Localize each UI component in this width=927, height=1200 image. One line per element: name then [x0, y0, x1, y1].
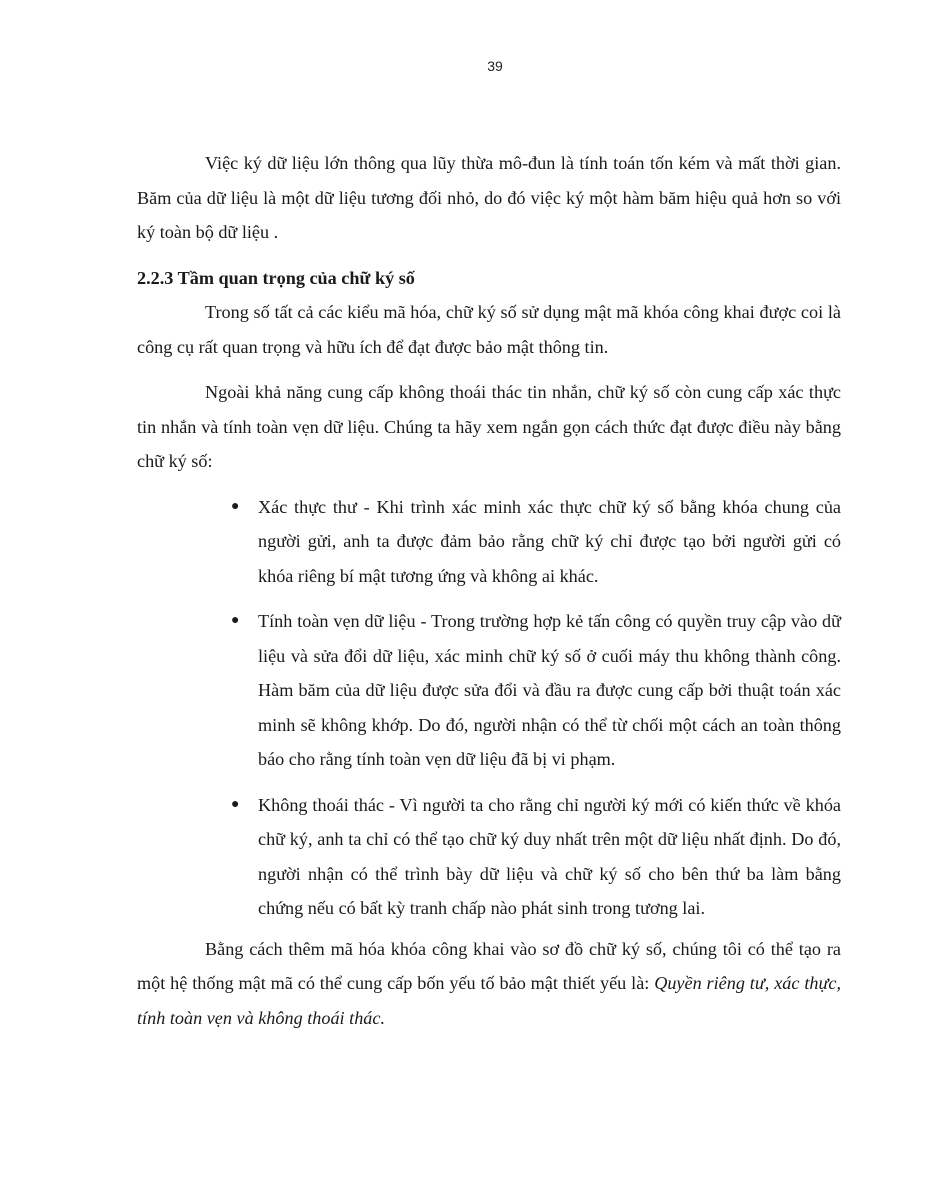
- paragraph-importance: Trong số tất cả các kiểu mã hóa, chữ ký số sử dụng mật mã khóa công khai được coi là công cụ rất quan trọng và hữu ích để đạt được bảo mật thông tin.: [137, 302, 841, 357]
- document-body: [137, 146, 841, 1035]
- list-item: [231, 788, 841, 926]
- list-item-text: Xác thực thư - Khi trình xác minh xác thực chữ ký số bằng khóa chung của người gửi, anh ta được đảm bảo rằng chữ ký chỉ được tạo bởi người gửi có khóa riêng bí mật tương ứng và không ai khác.: [258, 496, 841, 586]
- bullet-icon: ●: [231, 613, 240, 628]
- bullet-icon: ●: [231, 498, 240, 514]
- paragraph-conclusion: [137, 932, 841, 1036]
- section-heading: 2.2.3 Tầm quan trọng của chữ ký số: [137, 267, 415, 288]
- conclusion-italic-text: Quyền riêng tư, xác thực, tính toàn vẹn và không thoái thác.: [137, 973, 841, 1028]
- list-item: [231, 490, 841, 594]
- list-item: [231, 604, 841, 777]
- bullet-icon: ●: [231, 796, 240, 812]
- list-item-text: Tính toàn vẹn dữ liệu - Trong trường hợp kẻ tấn công có quyền truy cập vào dữ liệu và sửa đổi dữ liệu, xác minh chữ ký số ở cuối máy thu không thành công. Hàm băm của dữ liệu được sửa đổi và đầu ra được cung cấp bởi thuật toán xác minh sẽ không khớp. Do đó, người nhận có thể từ chối một cách an toàn thông báo cho rằng tính toàn vẹn dữ liệu đã bị vi phạm.: [258, 611, 841, 769]
- paragraph-capabilities: Ngoài khả năng cung cấp không thoái thác tin nhắn, chữ ký số còn cung cấp xác thực tin nhắn và tính toàn vẹn dữ liệu. Chúng ta hãy xem ngắn gọn cách thức đạt được điều này bằng chữ ký số:: [137, 382, 841, 471]
- page-number: 39: [487, 58, 503, 74]
- bullet-list: [137, 490, 841, 926]
- list-item-text: Không thoái thác - Vì người ta cho rằng chỉ người ký mới có kiến thức về khóa chữ ký, anh ta chỉ có thể tạo chữ ký duy nhất trên một dữ liệu nhất định. Do đó, người nhận có thể trình bày dữ liệu và chữ ký số cho bên thứ ba làm bằng chứng nếu có bất kỳ tranh chấp nào phát sinh trong tương lai.: [258, 794, 841, 918]
- conclusion-text: Bằng cách thêm mã hóa khóa công khai vào sơ đồ chữ ký số, chúng tôi có thể tạo ra một hệ thống mật mã có thể cung cấp bốn yếu tố bảo mật thiết yếu là:: [137, 938, 841, 993]
- paragraph-signing-cost: Việc ký dữ liệu lớn thông qua lũy thừa mô-đun là tính toán tốn kém và mất thời gian. Băm của dữ liệu là một dữ liệu tương đối nhỏ, do đó việc ký một hàm băm hiệu quả hơn so với ký toàn bộ dữ liệu .: [137, 153, 841, 242]
